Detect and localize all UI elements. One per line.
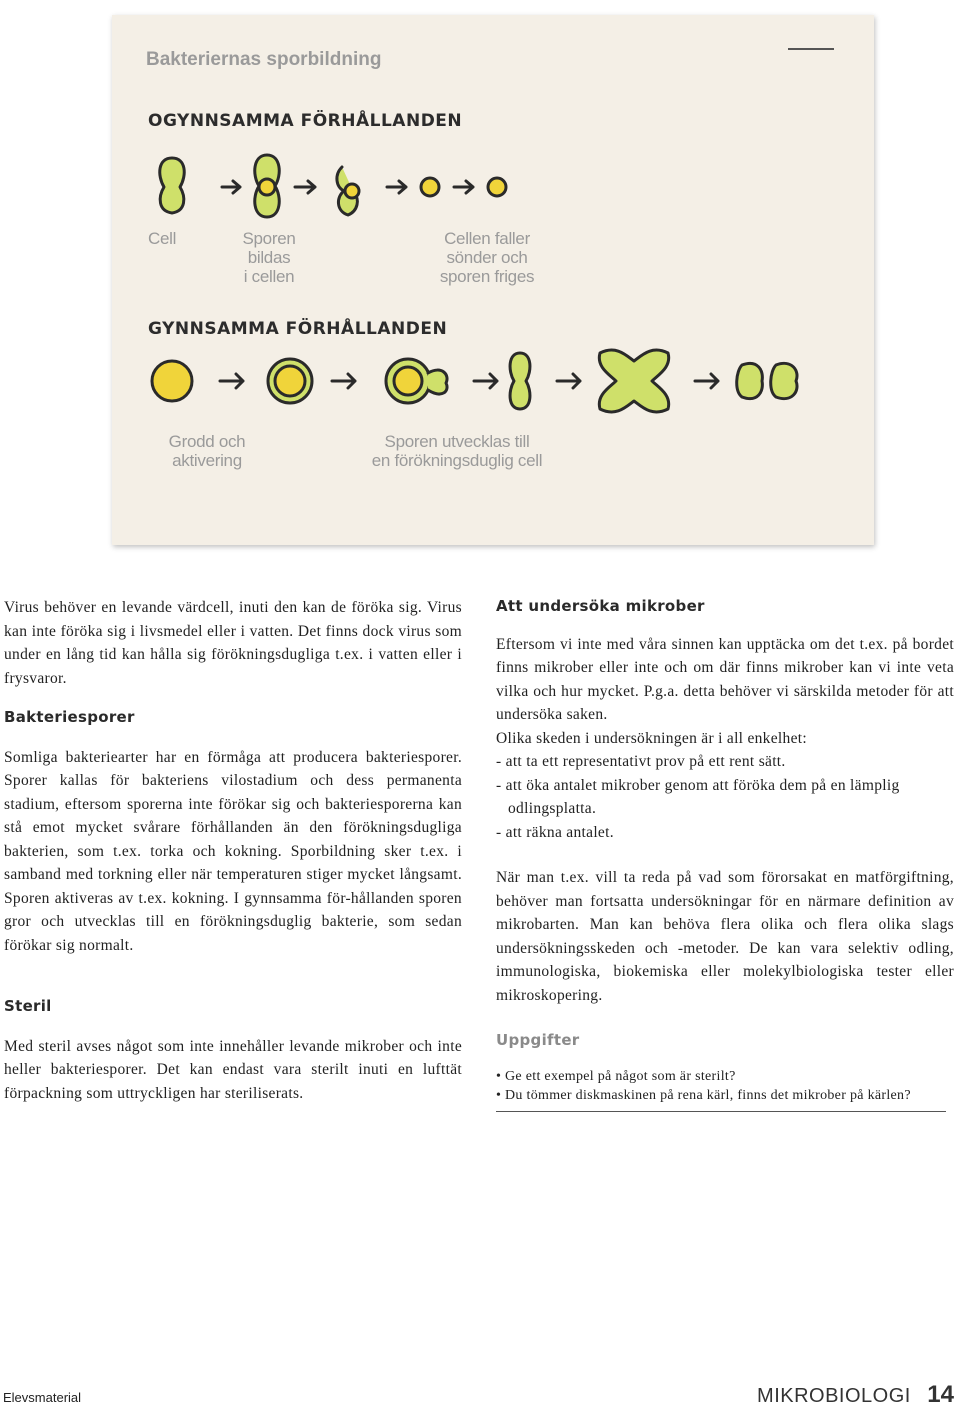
footer-label: Elevsmaterial	[3, 1390, 82, 1405]
new-cell-icon	[510, 353, 530, 409]
right-column	[496, 595, 954, 1112]
bakteriesporer-paragraph: Somliga bakteriearter har en förmåga att producera bakteriesporer. Sporer kallas för bakteriens vilostadium och dess permanenta stadium, eftersom sporerna inte förökar sig och bakteriesporerna kan stå emot mycket svårare förhållanden än den förökningsdugliga bakterien, som t.ex. torka och kokning. Sporbildning sker t.ex. i samband med torkning eller när temperaturen stiger mycket långsamt. Sporen aktiveras av t.ex. kokning. I gynnsamma för-hållanden sporen gror och utvecklas till en förökningsduglig bakterie, som sedan förökar sig normalt.	[4, 748, 462, 954]
spore-icon	[488, 178, 506, 196]
cell-breaking-icon	[337, 167, 359, 215]
step-item: - att räkna antalet.	[496, 823, 614, 841]
arrow-icon	[557, 374, 580, 388]
virus-paragraph: Virus behöver en levande värdcell, inuti den kan de föröka sig. Virus kan inte föröka sig i livsmedel eller i vatten. Det finns dock virus som under en lång tid kan hålla sig förökningsdugliga t.ex. i vatten eller i frysvaror.	[4, 599, 462, 687]
task-list	[496, 1067, 946, 1112]
food-poisoning-paragraph: När man t.ex. vill ta reda på vad som förorsakat en matförgiftning, behöver man fortsatta undersökningar för en närmare definition av mikrobarten. Man kan behöva flera olika och flera olika slags undersökningsskeden och -metoder. De kan vara selektiv odling, immunologiska, biokemiska eller molekylbiologiska tester eller mikroskopering.	[496, 869, 954, 1004]
arrow-icon	[695, 374, 718, 388]
germinating-spore-icon	[268, 359, 312, 403]
arrow-icon	[387, 181, 406, 193]
step-item: - att ta ett representativt prov på ett rent sätt.	[496, 753, 786, 770]
steps-intro: Olika skeden i undersökningen är i all enkelhet:	[496, 729, 807, 747]
subject-name: MIKROBIOLOGI	[757, 1385, 911, 1407]
divided-cells-icon	[737, 363, 797, 398]
spore-icon	[152, 361, 192, 401]
bakteriesporer-heading: Bakteriesporer	[4, 708, 135, 726]
arrow-icon	[332, 374, 355, 388]
investigating-microbes-heading: Att undersöka mikrober	[496, 597, 705, 615]
activated-spore-icon	[386, 359, 447, 403]
bacterial-cell-icon	[160, 158, 184, 213]
caption-cell: Cell	[148, 229, 177, 248]
arrow-icon	[474, 374, 497, 388]
arrow-icon	[295, 181, 315, 193]
caption-germination: Grodd och aktivering	[168, 432, 246, 470]
steril-heading: Steril	[4, 997, 52, 1015]
cell-with-spore-icon	[255, 155, 279, 217]
dividing-cell-icon	[599, 350, 668, 412]
uppgifter-heading: Uppgifter	[496, 1031, 580, 1049]
diagram-title: Bakteriernas sporbildning	[146, 49, 382, 70]
arrow-icon	[222, 181, 240, 193]
caption-spore-develops: Sporen utvecklas till en förökningsduglig cell	[371, 432, 543, 470]
arrow-icon	[454, 181, 473, 193]
left-column	[4, 596, 462, 1105]
page-number: 14	[927, 1381, 954, 1408]
task-item: • Du tömmer diskmaskinen på rena kärl, finns det mikrober på kärlen?	[496, 1087, 911, 1103]
steril-paragraph: Med steril avses något som inte innehåller levande mikrober och inte heller bakteriesporer. Det kan endast vara sterilt inuti en lufttät förpackning som uttryckligen har steriliserats.	[4, 1037, 462, 1102]
favorable-conditions-heading: GYNNSAMMA FÖRHÅLLANDEN	[148, 319, 448, 339]
investigating-intro: Eftersom vi inte med våra sinnen kan upptäcka om det t.ex. på bordet finns mikrober eller inte och om där finns mikrober kan vi inte veta vilka och hur mycket. P.g.a. detta behöver vi särskilda metoder för att undersöka saken.	[496, 635, 954, 723]
spore-formation-illustration	[112, 15, 874, 545]
caption-cell-breaks: Cellen faller sönder och sporen friges	[439, 229, 535, 286]
caption-spore-forms: Sporen bildas i cellen	[242, 229, 296, 286]
step-item: - att öka antalet mikrober genom att föröka dem på en lämplig odlingsplatta.	[496, 776, 900, 817]
task-item: • Ge ett exempel på något som är sterilt?	[496, 1068, 736, 1084]
arrow-icon	[220, 374, 243, 388]
page-footer	[757, 1381, 954, 1409]
unfavorable-conditions-heading: OGYNNSAMMA FÖRHÅLLANDEN	[148, 111, 463, 131]
released-spore-icon	[421, 178, 439, 196]
